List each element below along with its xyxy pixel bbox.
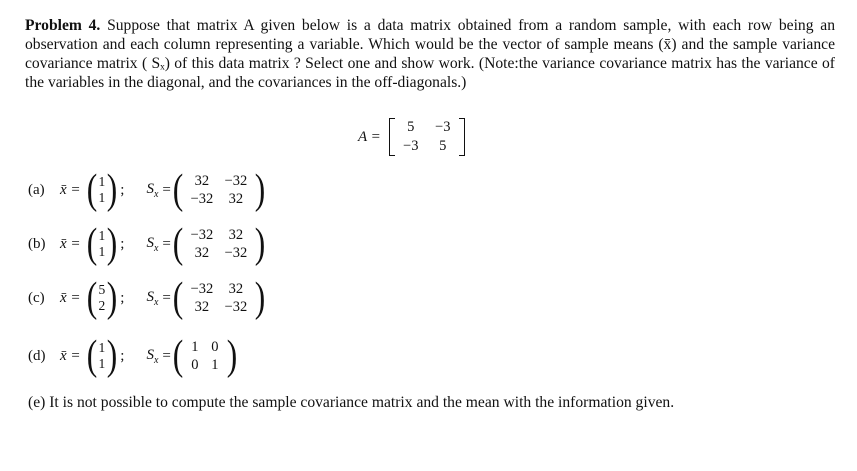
mean-vector [85,333,120,379]
option-a[interactable] [28,168,267,212]
matrix-a-cell: −3 [403,138,419,154]
semicolon: ; [120,235,125,252]
right-paren: ) [254,221,266,267]
cov-cell: 1 [211,356,219,373]
semicolon: ; [120,289,125,306]
mean-vector [85,167,120,213]
cov-matrix [171,221,267,267]
matrix-a-cell: 5 [407,119,415,135]
mean-value: 1 [98,340,106,355]
option-label: (e) [28,394,46,411]
cov-cell: 0 [211,338,219,355]
problem-text: Suppose that matrix A given below is a data matrix obtained from a random sample, with each row being an observation and each column representing a variable. Which would be the vector of sample means (x̄) and the sample variance covariance matrix ( Sₓ) of this data matrix ? Select one and show work. (Note:the variance covariance matrix has the variance of the variables in the diagonal, and the covariances in the off-diagonals.) [25,17,835,91]
cov-cell: 32 [228,280,244,297]
mean-value: 2 [98,298,106,313]
matrix-a-lhs: A = [358,128,381,145]
mean-vector [85,275,120,321]
equals-sign: = [162,235,171,252]
semicolon: ; [120,347,125,364]
cov-cell: −32 [190,280,214,297]
right-paren: ) [226,333,238,379]
right-paren: ) [107,221,118,267]
cov-cell: 32 [194,172,210,189]
left-paren: ( [86,221,97,267]
mean-symbol: x̄ = [60,181,81,198]
right-paren: ) [254,167,266,213]
cov-symbol: $S_x$ [146,180,159,200]
matrix-a-cell: −3 [435,119,451,135]
cov-symbol: $S_x$ [146,288,159,308]
mean-value: 1 [98,228,106,243]
equals-sign: = [162,289,171,306]
right-paren: ) [254,275,266,321]
semicolon: ; [120,181,125,198]
right-paren: ) [107,333,118,379]
cov-symbol: $S_x$ [146,234,159,254]
cov-cell: 32 [228,190,244,207]
option-e[interactable] [28,394,674,412]
problem-statement [25,16,835,92]
matrix-a [358,117,465,157]
mean-value: 1 [98,356,106,371]
mean-vector [85,221,120,267]
mean-value: 5 [98,282,106,297]
cov-cell: 32 [228,226,244,243]
right-paren: ) [107,167,118,213]
equals-sign: = [162,181,171,198]
cov-cell: 0 [191,356,199,373]
cov-matrix [171,333,239,379]
cov-cell: −32 [190,226,214,243]
mean-symbol: x̄ = [60,289,81,306]
left-paren: ( [172,221,184,267]
cov-cell: 32 [194,298,210,315]
cov-matrix [171,275,267,321]
option-label: (a) [28,181,45,198]
cov-cell: −32 [224,244,248,261]
left-paren: ( [172,333,184,379]
mean-symbol: x̄ = [60,235,81,252]
left-paren: ( [86,275,97,321]
problem-label: Problem 4. [25,17,101,34]
option-label: (c) [28,289,45,306]
cov-symbol: $S_x$ [146,346,159,366]
mean-value: 1 [98,174,106,189]
cov-cell: −32 [224,298,248,315]
option-d[interactable] [28,334,239,378]
mean-symbol: x̄ = [60,347,81,364]
left-paren: ( [86,333,97,379]
option-e-text: It is not possible to compute the sample covariance matrix and the mean with the information given. [49,394,675,411]
right-paren: ) [107,275,118,321]
left-paren: ( [172,275,184,321]
cov-cell: 1 [191,338,199,355]
mean-value: 1 [98,190,106,205]
option-b[interactable] [28,222,267,266]
left-paren: ( [86,167,97,213]
matrix-a-right-bracket [459,118,465,156]
option-label: (d) [28,347,46,364]
cov-matrix [171,167,267,213]
matrix-a-cell: 5 [439,138,447,154]
cov-cell: −32 [224,172,248,189]
option-c[interactable] [28,276,267,320]
option-label: (b) [28,235,46,252]
matrix-a-grid [395,118,459,156]
left-paren: ( [172,167,184,213]
equals-sign: = [162,347,171,364]
cov-cell: 32 [194,244,210,261]
mean-value: 1 [98,244,106,259]
cov-cell: −32 [190,190,214,207]
